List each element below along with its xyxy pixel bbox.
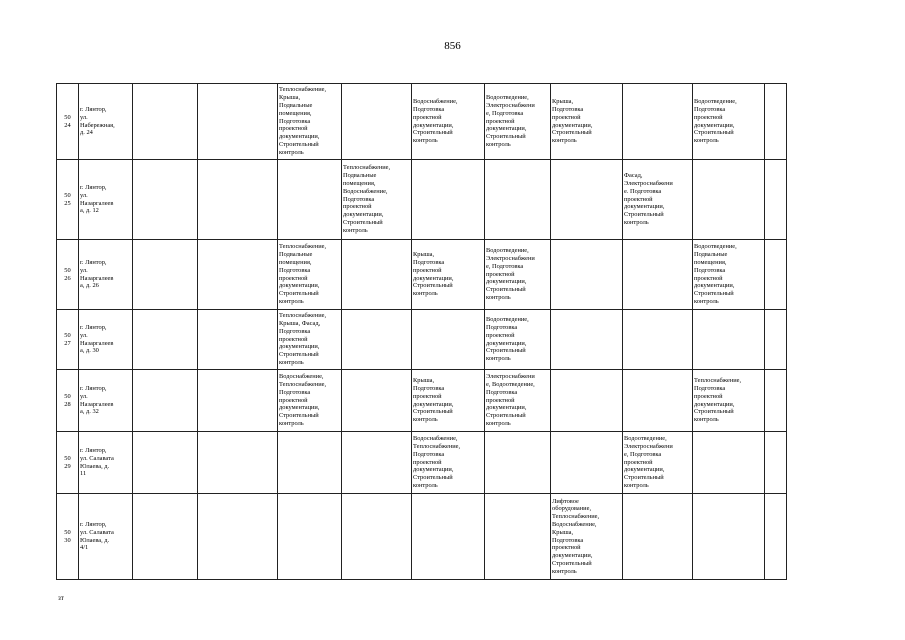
work-cell: Теплоснабжение, Подготовка проектной документации, Строительный контроль	[693, 370, 765, 432]
row-number: 50 26	[57, 240, 79, 310]
work-cell	[133, 310, 198, 370]
work-cell	[133, 160, 198, 240]
work-cell	[198, 240, 278, 310]
work-cell	[198, 370, 278, 432]
work-cell	[765, 310, 787, 370]
work-cell	[133, 240, 198, 310]
work-cell: Теплоснабжение, Подвальные помещения, Подготовка проектной документации, Строительный контроль	[278, 240, 342, 310]
work-cell: Теплоснабжение, Крыша, Фасад, Подготовка проектной документации, Строительный контроль	[278, 310, 342, 370]
address-cell: г. Лянтор, ул. Салавата Юлаева, д. 4/1	[79, 494, 133, 580]
work-cell	[551, 310, 623, 370]
schedule-table	[56, 83, 787, 580]
table-row	[57, 240, 787, 310]
address-cell: г. Лянтор, ул. Набережная, д. 24	[79, 84, 133, 160]
work-cell	[551, 240, 623, 310]
work-cell: Водоотведение, Подготовка проектной документации, Строительный контроль	[693, 84, 765, 160]
work-cell	[198, 310, 278, 370]
work-cell	[133, 84, 198, 160]
address-cell: г. Лянтор, ул. Назаргалеев а, д. 26	[79, 240, 133, 310]
work-cell: Водоотведение, Электроснабжени е, Подготовка проектной документации, Строительный контроль	[485, 240, 551, 310]
row-number: 50 24	[57, 84, 79, 160]
work-cell: Фасад, Электроснабжени е. Подготовка проектной документации, Строительный контроль	[623, 160, 693, 240]
row-number: 50 27	[57, 310, 79, 370]
work-cell	[623, 494, 693, 580]
page-number: 856	[444, 40, 461, 52]
address-cell: г. Лянтор, ул. Салавата Юлаева, д. 11	[79, 432, 133, 494]
work-cell	[342, 494, 412, 580]
work-cell	[278, 432, 342, 494]
work-cell	[198, 432, 278, 494]
work-cell	[198, 160, 278, 240]
work-cell: Водоотведение, Подвальные помещения, Подготовка проектной документации, Строительный контроль	[693, 240, 765, 310]
work-cell	[485, 160, 551, 240]
work-cell	[133, 494, 198, 580]
work-cell	[623, 240, 693, 310]
work-cell: Крыша, Подготовка проектной документации, Строительный контроль	[412, 240, 485, 310]
work-cell	[551, 160, 623, 240]
work-cell	[342, 84, 412, 160]
work-cell: Теплоснабжение, Крыша, Подвальные помещения, Подготовка проектной документации, Строительный контроль	[278, 84, 342, 160]
table-row	[57, 370, 787, 432]
table-row	[57, 432, 787, 494]
table-row	[57, 494, 787, 580]
row-number: 50 30	[57, 494, 79, 580]
work-cell	[342, 240, 412, 310]
work-cell	[412, 494, 485, 580]
address-cell: г. Лянтор, ул. Назаргалеев а, д. 32	[79, 370, 133, 432]
work-cell: Водоснабжение, Подготовка проектной документации, Строительный контроль	[412, 84, 485, 160]
work-cell	[693, 494, 765, 580]
work-cell	[485, 432, 551, 494]
work-cell	[485, 494, 551, 580]
work-cell: Водоотведение, Электроснабжени е, Подготовка проектной документации, Строительный контроль	[485, 84, 551, 160]
work-cell	[765, 432, 787, 494]
address-cell: г. Лянтор, ул. Назаргалеев а, д. 12	[79, 160, 133, 240]
work-cell: Лифтовое оборудование, Теплоснабжение, Водоснабжение, Крыша, Подготовка проектной документации, Строительный контроль	[551, 494, 623, 580]
row-number: 50 29	[57, 432, 79, 494]
work-cell	[623, 310, 693, 370]
table-row	[57, 160, 787, 240]
work-cell	[198, 84, 278, 160]
work-cell	[412, 160, 485, 240]
work-cell	[765, 240, 787, 310]
work-cell	[412, 310, 485, 370]
work-cell	[765, 370, 787, 432]
footer-mark: зт	[58, 594, 64, 602]
work-cell	[342, 432, 412, 494]
work-cell	[623, 84, 693, 160]
work-cell	[133, 370, 198, 432]
work-cell	[551, 432, 623, 494]
work-cell: Водоснабжение, Теплоснабжение, Подготовка проектной документации, Строительный контроль	[412, 432, 485, 494]
work-cell: Водоотведение, Подготовка проектной документации, Строительный контроль	[485, 310, 551, 370]
work-cell	[133, 432, 198, 494]
table-row	[57, 84, 787, 160]
work-cell: Электроснабжени е, Водоотведение, Подготовка проектной документации, Строительный контроль	[485, 370, 551, 432]
work-cell: Водоотведение, Электроснабжени е, Подготовка проектной документации, Строительный контроль	[623, 432, 693, 494]
work-cell: Теплоснабжение, Подвальные помещения, Водоснабжение, Подготовка проектной документации, Строительный контроль	[342, 160, 412, 240]
work-cell: Крыша, Подготовка проектной документации, Строительный контроль	[551, 84, 623, 160]
row-number: 50 25	[57, 160, 79, 240]
work-cell	[693, 160, 765, 240]
work-cell	[278, 160, 342, 240]
work-cell	[198, 494, 278, 580]
work-cell	[765, 84, 787, 160]
work-cell	[693, 310, 765, 370]
work-cell	[551, 370, 623, 432]
work-cell	[765, 160, 787, 240]
work-cell	[765, 494, 787, 580]
work-cell	[342, 310, 412, 370]
row-number: 50 28	[57, 370, 79, 432]
work-cell	[342, 370, 412, 432]
work-cell	[693, 432, 765, 494]
work-cell	[278, 494, 342, 580]
address-cell: г. Лянтор, ул. Назаргалеев а, д. 30	[79, 310, 133, 370]
table-row	[57, 310, 787, 370]
work-cell	[623, 370, 693, 432]
work-cell: Крыша, Подготовка проектной документации, Строительный контроль	[412, 370, 485, 432]
work-cell: Водоснабжение, Теплоснабжение, Подготовка проектной документации, Строительный контроль	[278, 370, 342, 432]
